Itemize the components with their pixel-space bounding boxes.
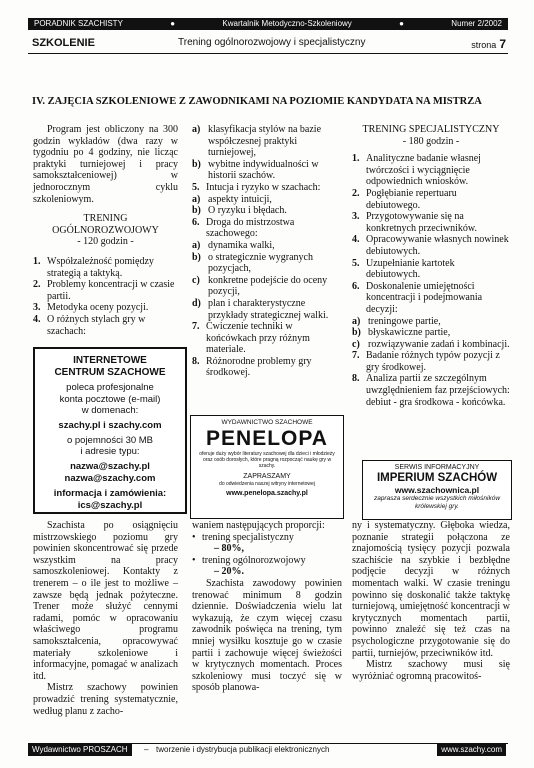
list-item: 1. Analityczne badanie własnej twórczości i wyciągnięcie odpowiednich wniosków. [352,153,481,188]
paragraph: Mistrz szachowy powinien prowadzić trening systematycznie, według planu z zacho- [33,682,178,717]
top-bar [28,18,508,30]
issue-number: Numer 2/2002 [451,19,502,28]
list-subitem: b) błyskawiczne partie, [352,327,451,339]
section-title-general: TRENING OGÓLNOROZWOJOWY [52,213,159,236]
column-2-top [192,124,342,379]
page-number: strona 7 [471,37,506,51]
section-hours-general: - 120 godzin - [77,236,134,248]
chapter-heading: IV. ZAJĘCIA SZKOLENIOWE Z ZAWODNIKAMI NA POZIOMIE KANDYDATA NA MISTRZA [32,96,482,107]
separator-dot-icon: ● [170,19,176,28]
list-item: 4. Opracowywanie własnych nowinek debiutowych. [352,234,509,257]
list-item: 6. Doskonalenie umiejętności koncentracji i podejmowania decyzji: [352,280,483,315]
column-3-bottom [352,520,510,682]
list-subitem: c) konkretne podejście do oceny pozycji, [192,274,328,298]
specialist-training-list-cont [352,350,510,408]
example-email: nazwa@szachy.pl [70,460,150,472]
column-3-top [352,124,510,408]
magazine-subtitle: Kwartalnik Metodyczno-Szkoleniowy [222,19,352,28]
list-item: 1. Współzależność pomiędzy strategią a taktyką. [33,255,154,279]
penelopa-publisher-ad: WYDAWNICTWO SZACHOWE PENELOPA oferuje duży wybór literatury szachowej dla dzieci i młodzieży oraz osób dorosłych, które pragną rozpocząć naukę gry w szachy. ZAPRASZAMY do odwiedzenia naszej witryny internetowej www.penelopa.szachy.pl [190,415,344,519]
list-subitem: b) O ryzyku i błędach. [192,205,287,217]
list-subitem: c) rozwiązywanie zadań i kombinacji. [352,338,510,350]
paragraph: waniem następujących proporcji: [192,520,325,531]
domains: szachy.pl i szachy.com [58,419,162,431]
list-item: 2. Problemy koncentracji w czasie partii. [33,279,175,302]
paragraph: Szachista zawodowy powinien trenować minimum 8 godzin dziennie. Doświadczenia wielu lat wykazują, że czym więcej czasu zawodnik poświęca na trening, tym mniej wysiłku kosztuje go w czasie partii i zachowuje więcej świeżości w krytycznych momentach. Proces szkoleniowy musi toczyć się w sposób planowa- [192,577,342,694]
section-name: SZKOLENIE [32,37,95,49]
proportion-item: • trening ogólnorozwojowy [192,555,342,567]
list-item-8: 8. Różnorodne problemy gry środkowej. [192,355,312,379]
publisher-name: Wydawnictwo PROSZACH [28,744,132,756]
publisher-logo-text: PENELOPA [206,427,328,450]
page-footer: Wydawnictwo PROSZACH – tworzenie i dystrybucja publikacji elektronicznych www.szachy.com [28,743,508,756]
section-title-specialist: TRENING SPECJALISTYCZNY [362,124,500,135]
internet-chess-center-ad: INTERNETOWE CENTRUM SZACHOWE poleca profesjonalne konta pocztowe (e-mail) w domenach: szachy.pl i szachy.com o pojemności 30 MB i adresie typu: nazwa@szachy.pl nazwa@szachy.com informacja i zamówienia: ics@szachy.pl [33,347,187,514]
service-url: www.szachownica.pl [394,485,480,495]
proportion-value: – 20%. [214,566,244,578]
imperium-szachow-ad: SERWIS INFORMACYJNY IMPERIUM SZACHÓW www.szachownica.pl zaprasza serdecznie wszystkich miłośników królewskiej gry. [362,460,512,520]
list-item: 8. Analiza partii ze szczególnym uwzględnieniem faz przejściowych: debiut - gra środkowa - końcówka. [352,373,510,408]
list-subitem: a) treningowe partie, [352,315,441,327]
list-subitem: a) dynamika walki, [192,239,275,251]
article-title: Trening ogólnorozwojowy i specjalistyczny [178,37,366,48]
magazine-name: PORADNIK SZACHISTY [34,19,123,28]
general-training-list [33,256,178,337]
separator-dot-icon: ● [399,19,404,28]
example-email: nazwa@szachy.com [64,472,156,484]
publisher-description: tworzenie i dystrybucja publikacji elektronicznych [156,745,330,754]
penelopa-url: www.penelopa.szachy.pl [226,490,308,497]
column-1-top [33,124,178,337]
list-item: 2. Pogłębianie repertuaru debiutowego. [352,187,457,211]
list-subitem: d) plan i charakterystyczne przykłady strategicznej walki. [192,297,329,321]
list-item-6: 6. Droga do mistrzostwa szachowego: [192,216,295,240]
list-item-7: 7. Ćwiczenie techniki w końcówkach przy różnym materiale. [192,321,310,356]
list-item: 4. O różnych stylach gry w szachach: [33,313,146,337]
section-header [28,37,508,54]
paragraph: ny i systematyczny. Głęboka wiedza, poznanie strategii połączona ze znajomością tysięcy pozycji pozwala szachiście na szybkie i bezbłędne podjęcie decyzji w różnych momentach walki. W czasie treningu powinno się doskonalić także taktykę turniejową, umiejętność koncentracji w krytycznych momentach partii, powinno znaleźć się też czas na psychologiczne przygotowanie się do partii, turniejów, przeciwników itd. [352,520,510,659]
paragraph: Mistrz szachowy musi się wyróżniać ogromną pracowitoś- [352,659,510,682]
list-subitem: b) o strategicznie wygranych pozycjach, [192,251,313,275]
footer-url: www.szachy.com [437,744,506,756]
list-item: 3. Metodyka oceny pozycji. [33,302,149,314]
list-subitem: a) klasyfikacja stylów na bazie współczesnej praktyki turniejowej, [192,124,322,159]
section-hours-specialist: - 180 godzin - [402,135,460,147]
list-item-5: 5. Intucja i ryzyko w szachach: [192,181,321,193]
list-item: 5. Uzupełnianie kartotek debiutowych. [352,257,455,281]
column-1-bottom [33,520,178,717]
list-item: 3. Przygotowywanie się na konkretnych przeciwników. [352,211,477,234]
column-2-bottom [192,520,342,694]
paragraph: Szachista po osiągnięciu mistrzowskiego poziomu gry powinien skoncentrować się przede wszystkim na pracy samoszkoleniowej. Kontakty z trenerem – o ile jest to możliwe – zawsze będą jednak pożyteczne. Trener może służyć cennymi radami, pomóc w opracowaniu właściwego programu samokształcenia, opracowywać materiały szkoleniowe i informacyjne, pomagać w analizach itd. [33,520,178,682]
proportion-value: – 80%, [214,543,244,555]
list-item: 7. Badanie różnych typów pozycji z gry środkowej. [352,350,500,373]
list-subitem: b) wybitne indywidualności w historii szachów. [192,158,319,182]
proportion-item: • trening specjalistyczny [192,532,342,544]
intro-paragraph: Program jest obliczony na 300 godzin wykładów (dwa razy w tygodniu po 4 godziny, nie licząc praktyki turniejowej i pracy samokształceniowej) w jednorocznym cyklu szkoleniowym. [33,124,178,205]
list-subitem: a) aspekty intuicji, [192,193,272,205]
specialist-training-list [352,153,510,315]
service-name: IMPERIUM SZACHÓW [376,472,498,484]
contact-email: ics@szachy.pl [77,499,143,511]
